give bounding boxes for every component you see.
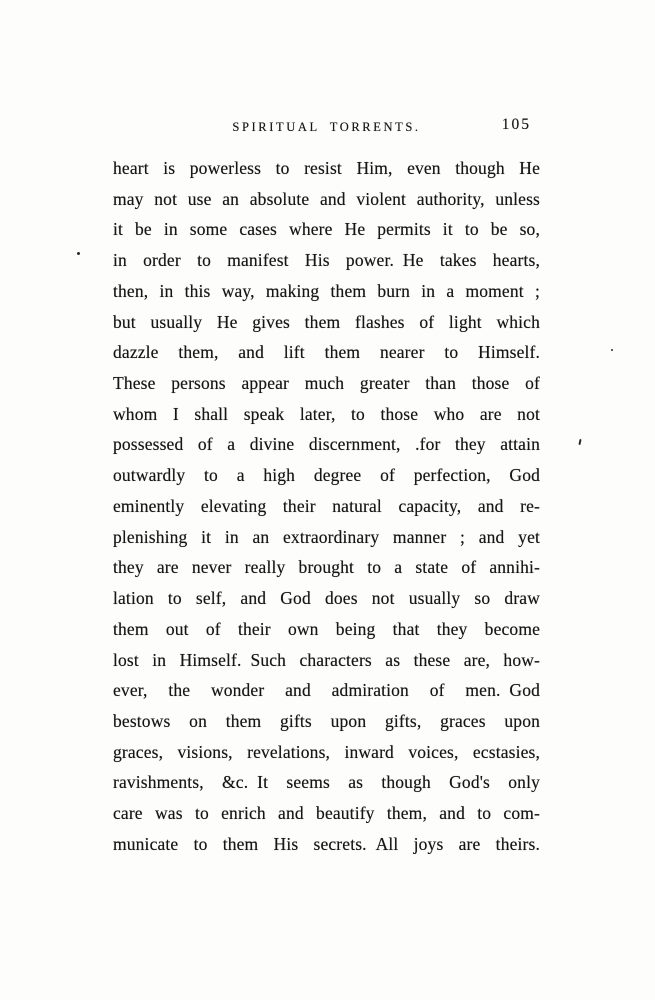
text-line: dazzle them, and lift them nearer to Himself.: [113, 342, 540, 363]
page-title: SPIRITUAL TORRENTS.: [232, 120, 421, 134]
text-line: possessed of a divine discernment, .for they attain: [113, 434, 540, 455]
text-line: ravishments, &c. It seems as though God's only: [113, 772, 540, 793]
scan-speck: [77, 252, 80, 255]
page-number: 105: [501, 116, 531, 133]
text-line: then, in this way, making them burn in a moment ;: [113, 280, 540, 301]
text-line: graces, visions, revelations, inward voices, ecstasies,: [113, 741, 540, 762]
text-line: but usually He gives them flashes of light which: [113, 311, 540, 332]
text-line: lost in Himself. Such characters as these are, how-: [113, 649, 540, 670]
text-line: ever, the wonder and admiration of men. God: [113, 680, 540, 701]
text-line: heart is powerless to resist Him, even though He: [113, 158, 540, 178]
running-head: [113, 118, 540, 136]
text-line: plenishing it in an extraordinary manner ; and yet: [113, 526, 540, 547]
text-line: These persons appear much greater than those of: [113, 373, 540, 394]
text-line: whom I shall speak later, to those who are not: [113, 403, 540, 424]
scan-speck: [578, 439, 581, 445]
text-line: care was to enrich and beautify them, and to com-: [113, 803, 540, 824]
page-body: [113, 153, 540, 860]
text-line: outwardly to a high degree of perfection, God: [113, 465, 540, 486]
text-line: eminently elevating their natural capacity, and re-: [113, 495, 540, 516]
text-line: municate to them His secrets. All joys are theirs.: [113, 833, 540, 854]
text-line: they are never really brought to a state of annihi-: [113, 557, 540, 578]
text-line: may not use an absolute and violent authority, unless: [113, 188, 540, 209]
text-line: lation to self, and God does not usually so draw: [113, 588, 540, 609]
scan-speck: [611, 349, 613, 351]
text-line: them out of their own being that they become: [113, 618, 540, 639]
text-line: in order to manifest His power. He takes hearts,: [113, 250, 540, 271]
text-line: it be in some cases where He permits it to be so,: [113, 219, 540, 240]
text-line: bestows on them gifts upon gifts, graces upon: [113, 710, 540, 731]
